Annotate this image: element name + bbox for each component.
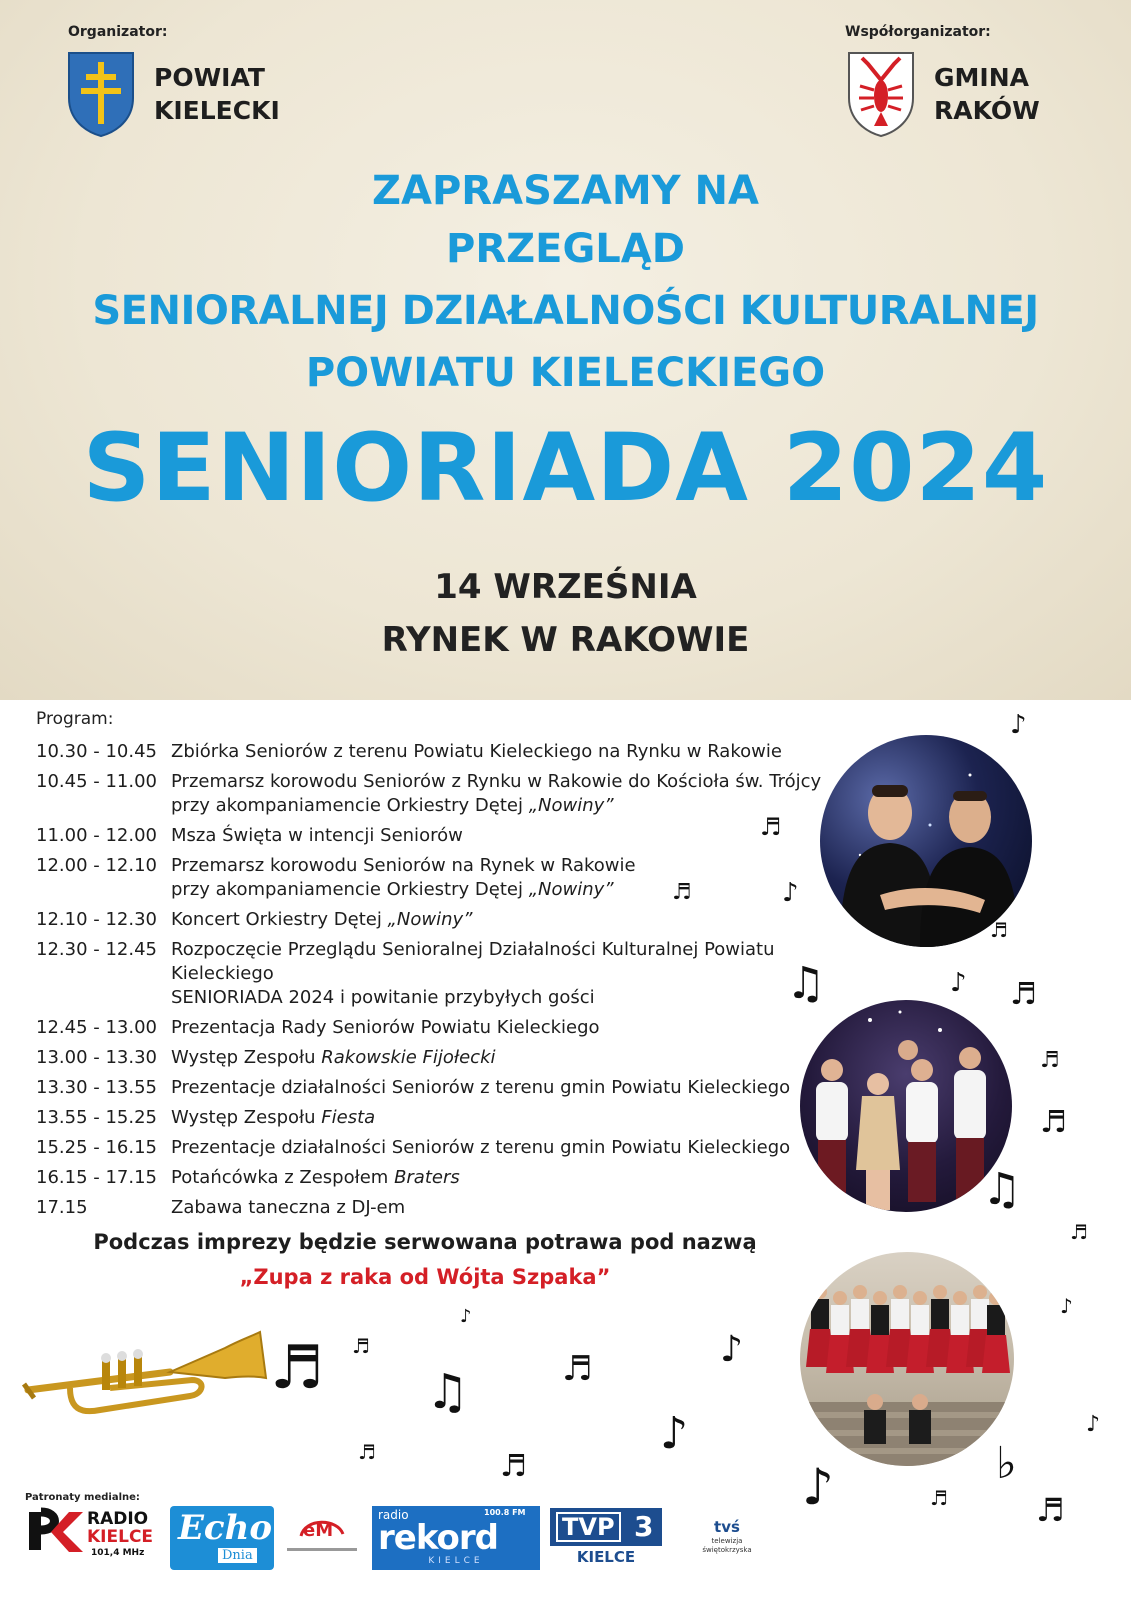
- program-time: 16.15 - 17.15: [36, 1167, 157, 1188]
- program-time: 10.45 - 11.00: [36, 771, 157, 792]
- program-description: Msza Święta w intencji Seniorów: [171, 825, 463, 846]
- program-description: Prezentacja Rady Seniorów Powiatu Kieleckiego: [171, 1017, 600, 1038]
- tvs-logo: tvś telewizja świętokrzyska: [702, 1518, 752, 1554]
- powiat-crest-icon: [66, 50, 136, 138]
- music-note-icon: ♫: [426, 1364, 470, 1420]
- program-row: [36, 1046, 866, 1070]
- em-radio-logo: eM: [287, 1514, 357, 1560]
- program-row: [36, 908, 866, 932]
- program-description: Zabawa taneczna z DJ-em: [171, 1197, 406, 1218]
- event-date: 14 WRZEŚNIA: [434, 567, 697, 607]
- music-note-icon: ♬: [562, 1349, 593, 1389]
- program-time: 13.30 - 13.55: [36, 1077, 157, 1098]
- organizer-block: [66, 50, 280, 138]
- music-note-icon: ♪: [1010, 710, 1027, 740]
- music-note-icon: ♪: [802, 1458, 834, 1516]
- music-note-icon: ♬: [990, 918, 1008, 942]
- program-row: [36, 854, 866, 905]
- program-row: [36, 938, 866, 1010]
- event-title: SENIORIADA 2024: [82, 414, 1049, 523]
- program-description: Przemarsz korowodu Seniorów na Rynek w Rakowie przy akompaniamencie Orkiestry Dętej „Nowiny”: [171, 855, 636, 900]
- co-organizer-block: [846, 50, 1040, 138]
- program-row: [36, 1076, 866, 1100]
- music-note-icon: ♪: [950, 968, 967, 998]
- band-fiesta-photo: [800, 1000, 1012, 1212]
- co-organizer-name: GMINA RAKÓW: [934, 63, 1040, 125]
- duo-musicians-photo: [820, 735, 1032, 947]
- music-note-icon: ♬: [1040, 1048, 1060, 1073]
- program-row: [36, 1196, 866, 1220]
- program-time: 15.25 - 16.15: [36, 1137, 157, 1158]
- program-time: 12.45 - 13.00: [36, 1017, 157, 1038]
- music-note-icon: ♬: [930, 1486, 948, 1510]
- radio-rekord-logo: radio 100.8 FM rekord KIELCE: [372, 1506, 540, 1570]
- program-row: [36, 1136, 866, 1160]
- media-patrons-label: Patronaty medialne:: [25, 1492, 140, 1503]
- music-note-icon: ♭: [996, 1438, 1017, 1489]
- program-time: 13.55 - 15.25: [36, 1107, 157, 1128]
- headline-line-1: ZAPRASZAMY NA: [372, 168, 759, 214]
- music-note-icon: ♬: [358, 1440, 376, 1464]
- food-announcement: Podczas imprezy będzie serwowana potrawa pod nazwą: [93, 1230, 757, 1254]
- program-time: 13.00 - 13.30: [36, 1047, 157, 1068]
- music-note-icon: ♪: [660, 1408, 689, 1459]
- program-time: 12.30 - 12.45: [36, 939, 157, 960]
- music-note-icon: ♬: [1036, 1491, 1065, 1529]
- program-description: Występ Zespołu Fiesta: [171, 1107, 376, 1128]
- music-note-icon: ♪: [1060, 1294, 1073, 1318]
- program-row: [36, 1016, 866, 1040]
- program-row: [36, 740, 866, 764]
- program-time: 17.15: [36, 1197, 88, 1218]
- music-note-icon: ♪: [782, 878, 799, 908]
- co-organizer-label: Współorganizator:: [845, 24, 991, 40]
- program-row: [36, 770, 866, 818]
- music-note-icon: ♬: [1010, 977, 1037, 1012]
- tvp3-kielce-logo: TVP 3 KIELCE: [550, 1508, 662, 1570]
- program-description: Rozpoczęcie Przeglądu Senioralnej Działalności Kulturalnej Powiatu Kieleckiego SENIORIADA 2024 i powitanie przybyłych gości: [171, 939, 775, 1008]
- program-list: [36, 740, 866, 1226]
- headline-line-2: PRZEGLĄD: [446, 226, 685, 272]
- program-description: Koncert Orkiestry Dętej „Nowiny”: [171, 909, 473, 930]
- headline-line-4: POWIATU KIELECKIEGO: [305, 350, 826, 396]
- program-time: 10.30 - 10.45: [36, 741, 157, 762]
- program-description: Potańcówka z Zespołem Braters: [171, 1167, 460, 1188]
- program-row: [36, 1106, 866, 1130]
- program-row: [36, 824, 866, 848]
- radio-kielce-logo: RADIO KIELCE 101,4 MHz: [25, 1506, 155, 1562]
- music-note-icon: ♬: [352, 1334, 370, 1358]
- program-label: Program:: [36, 709, 114, 729]
- folk-group-photo: [800, 1252, 1014, 1466]
- program-time: 11.00 - 12.00: [36, 825, 157, 846]
- program-description: Przemarsz korowodu Seniorów z Rynku w Rakowie do Kościoła św. Trójcy przy akompaniamencie Orkiestry Dętej „Nowiny”: [171, 771, 822, 816]
- music-note-icon: ♪: [720, 1329, 743, 1370]
- program-time: 12.00 - 12.10: [36, 855, 157, 876]
- program-description: Zbiórka Seniorów z terenu Powiatu Kieleckiego na Rynku w Rakowie: [171, 741, 782, 762]
- music-note-icon: ♬: [500, 1449, 527, 1484]
- music-note-icon: ♬: [1040, 1105, 1067, 1140]
- headline-line-3: SENIORALNEJ DZIAŁALNOŚCI KULTURALNEJ: [92, 288, 1039, 334]
- program-time: 12.10 - 12.30: [36, 909, 157, 930]
- header-banner: [0, 0, 1131, 700]
- music-note-icon: ♫: [786, 958, 826, 1009]
- music-note-icon: ♬: [1070, 1220, 1088, 1244]
- program-description: Występ Zespołu Rakowskie Fijołecki: [171, 1047, 496, 1068]
- echo-dnia-logo: Echo Dnia: [170, 1506, 274, 1570]
- music-note-icon: ♬: [672, 880, 692, 905]
- music-note-icon: ♬: [760, 813, 782, 841]
- program-description: Prezentacje działalności Seniorów z terenu gmin Powiatu Kieleckiego: [171, 1137, 791, 1158]
- program-row: [36, 1166, 866, 1190]
- program-description: Prezentacje działalności Seniorów z terenu gmin Powiatu Kieleckiego: [171, 1077, 791, 1098]
- organizer-label: Organizator:: [68, 24, 168, 40]
- trumpet-icon: [20, 1318, 270, 1428]
- music-note-icon: ♪: [460, 1306, 472, 1327]
- food-dish-name: „Zupa z raka od Wójta Szpaka”: [239, 1265, 611, 1289]
- crayfish-crest-icon: [846, 50, 916, 138]
- music-note-icon: ♫: [982, 1164, 1022, 1215]
- music-note-icon: ♬: [270, 1333, 324, 1403]
- music-note-icon: ♪: [1086, 1412, 1101, 1437]
- event-place: RYNEK W RAKOWIE: [381, 620, 750, 660]
- organizer-name: POWIAT KIELECKI: [154, 63, 280, 125]
